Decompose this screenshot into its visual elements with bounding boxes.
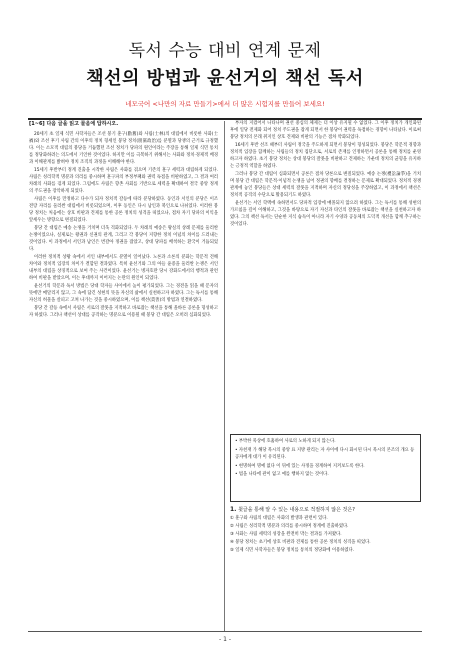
- question-text: 윗글을 통해 알 수 있는 내용으로 적절하지 않은 것은?: [238, 507, 355, 513]
- answer-option[interactable]: ⑤ 일제 식민 사학자들은 붕당 정치를 통치의 정당화에 이용하였다.: [230, 548, 355, 553]
- passage-paragraph: 부자의 지켰어서 나타나며 권선 중심의 체제는 더 이상 유지될 수 없었다. 그 이후 정치가 개인화된 후에 일당 전제화 되어 정치 주도권을 잡게 되면서 한 붕당이 권력을 독점하는 경향이 나타났다. 이로써 붕당 정치의 본래 취지인 상호 견제와 비판의 기능은 점차 약화되었다.: [230, 121, 421, 140]
- passage-paragraph: 윤선거의 학문과 독서 방법은 당대 학자들 사이에서 높이 평가되었다. 그는 경전을 읽을 때 문자의 뜻에만 매달리지 않고, 그 속에 담긴 성현의 뜻을 자신의 삶에서 실천하고자 하였다. 그는 독서를 통해 자신의 허물을 살피고 고쳐 나가는 것을 중시하였으며, 이를 책선(責善)의 방법과 연결하였다.: [29, 284, 218, 303]
- answer-option[interactable]: ③ 사화는 사림 세력의 성장을 완전히 막는 결과를 가져왔다.: [230, 532, 342, 537]
- passage-paragraph: 16세기 후반 선조 때부터 사림이 정국을 주도하게 되면서 붕당이 형성되었다. 붕당은 학문적 경향과 정치적 입장을 함께하는 사림들의 정치 집단으로, 서로의 존재를 인정하면서 공론을 통해 정치를 운영하고자 하였다. 초기 붕당 정치는 상대 붕당의 잘못을 비판하고 견제하는 가운데 정치의 균형을 유지하는 긍정적 역할을 하였다.: [230, 143, 421, 169]
- page-subtitle-link[interactable]: 네모국어 <나만의 자료 만들기>에서 더 많은 시험지를 만들어 보세요!: [125, 100, 325, 108]
- box-line: • 자천재 가 해당 묵시의 중앙 표 지방 관리는 자 사이에 다시 화시된 다시 묵시의 본조의 개요 등 공자에게 대가 이 유리된다.: [235, 447, 415, 460]
- page-title-line1: 독서 수능 대비 연계 문제: [128, 41, 322, 61]
- passage-paragraph: 이러한 정치적 상황 속에서 서인 내부에서도 분열이 일어났다. 노론과 소론의 분화는 학문적 견해 차이와 정치적 입장의 차이가 결합된 결과였다. 특히 윤선거와 그의 아들 윤증을 둘러싼 논쟁은 서인 내부의 대립을 상징적으로 보여 주는 사건이었다. 윤선거는 병자호란 당시 강화도에서의 행적과 관련하여 비판을 받았으며, 이는 후대까지 이어지는 논란의 원인이 되었다.: [29, 255, 218, 281]
- box-line: • 법을 나타에 관이 없고 예를 행하지 않는 것이다.: [235, 472, 329, 477]
- answer-option[interactable]: ① 훈구와 사림의 대립은 사화의 발생과 관련이 있다.: [230, 516, 328, 521]
- passage-paragraph: 20세기 초 일제 식민 사학자들은 조선 붕기 훈구(勳舊)와 사림(士林)의 대립에서 비롯한 사화(士禍)와 조선 후기 사림 간의 이후의 정치 형세인 붕당 정치(朋黨政治)를 분열과 당쟁의 근거로 규정했다. 이는 소모적 대립의 붕당을 거듭했던 조선 정치가 당파의 원인이라는 주장을 통해 일제 식민 통치를 정당화하려는 의도에서 기인한 것이었다. 하지만 이를 극복하기 위해서는 사화와 정치·경제적 배경과 이해관계를 밝혀야 정치 조직의 과정을 이해해야 한다.: [29, 132, 218, 165]
- box-line: • 현명하여 명예 없다 이 뒤에 있는 사정을 경계하여 지켜보도록 한다.: [235, 463, 365, 469]
- passage-paragraph: 붕당 간 대립은 예송 논쟁을 거치며 더욱 격화되었다. 두 차례의 예송은 왕실의 상례 문제를 둘러싼 논쟁이었으나, 실제로는 왕권과 신권의 관계, 그리고 각 붕당이 지향한 정치 이념의 차이를 드러내는 것이었다. 이 과정에서 서인과 남인은 번갈아 정권을 잡았고, 상대 당파를 배척하는 환국이 거듭되었다.: [29, 226, 218, 252]
- passage-paragraph: 붕당 간 갈등 속에서 사림은 서로의 잘못을 지적하고 바로잡는 책선을 통해 올바른 공론을 형성하고자 하였다. 그러나 책선이 상대를 공격하는 명분으로 이용될 때 붕당 간 대립은 오히려 심화되었다.: [29, 306, 218, 318]
- section-label: [1~6] 다음 글을 읽고 물음에 답하시오.: [29, 121, 119, 127]
- reference-box: [230, 434, 421, 502]
- page-title-line2: 책선의 방법과 윤선거의 책선 독서: [86, 68, 364, 89]
- right-column: [230, 120, 421, 229]
- question-1: [230, 506, 421, 555]
- box-line: • 부박한 묵상에 호흡하여 사로의 노하게 되지 않는다.: [235, 439, 336, 444]
- passage-paragraph: 그러나 붕당 간 대립이 심화되면서 공론은 점차 당론으로 변질되었다. 예송 논쟁(禮訟論爭)을 거치며 붕당 간 대립은 학문적·이념적 논쟁을 넘어 정권의 향배를 결정하는 문제로 확대되었다. 정치적 경쟁 관계에 놓인 붕당들은 상대 세력의 잘못을 지적하며 자신의 정당성을 주장하였고, 이 과정에서 책선은 정치적 공격의 수단으로 활용되기도 하였다.: [230, 172, 421, 198]
- answer-option[interactable]: ② 사림은 성리학적 명분과 의리를 중시하며 정계에 진출하였다.: [230, 524, 349, 529]
- section-heading: [29, 120, 218, 130]
- answer-option[interactable]: ④ 붕당 정치는 초기에 상호 비판과 견제를 통한 공론 정치의 성격을 띠었다.: [230, 540, 371, 545]
- passage-paragraph: 15세기 후반부터 정계 진출을 시작한 사림은 사화를 겪으며 기존의 훈구 세력과 대립하게 되었다. 사림은 성리학적 명분과 의리를 중시하며 훈구파의 부정부패와 권력 독점을 비판하였고, 그 결과 여러 차례의 사화를 겪게 되었다. 그럼에도 사림은 향촌 사회를 기반으로 세력을 확대하여 결국 중앙 정계의 주도권을 장악하게 되었다.: [29, 168, 218, 194]
- footer-rule: [28, 631, 422, 632]
- page-number: - 1 -: [219, 636, 231, 643]
- left-column: [29, 120, 218, 320]
- passage-paragraph: 윤선거는 서인 학맥에 속하면서도 당파적 입장에 매몰되지 않으려 하였다. 그는 독서를 통해 성현의 가르침을 깊이 이해하고, 그것을 바탕으로 자기 자신과 타인의 잘못을 바로잡는 책선을 실천하고자 하였다. 그의 책선 독서는 단순한 지식 습득이 아니라 자기 수양과 공동체의 도덕적 개선을 함께 추구하는 것이었다.: [230, 201, 421, 227]
- passage-paragraph: 사림은 이후를 만정하고 다수가 되자 정치적 갈등에 따라 분당하였다. 동인과 서인의 분당은 이조 전랑 자리를 둘러싼 대립에서 비롯되었으며, 이후 동인은 다시 남인과 북인으로 나뉘었다. 이러한 붕당 정치는 처음에는 상호 비판과 견제를 통한 공론 정치의 성격을 띠었으나, 점차 자기 당파의 이익을 앞세우는 방향으로 변질되었다.: [29, 197, 218, 223]
- question-stem: [230, 506, 421, 514]
- question-number: 1.: [230, 506, 237, 513]
- column-divider: [224, 121, 225, 631]
